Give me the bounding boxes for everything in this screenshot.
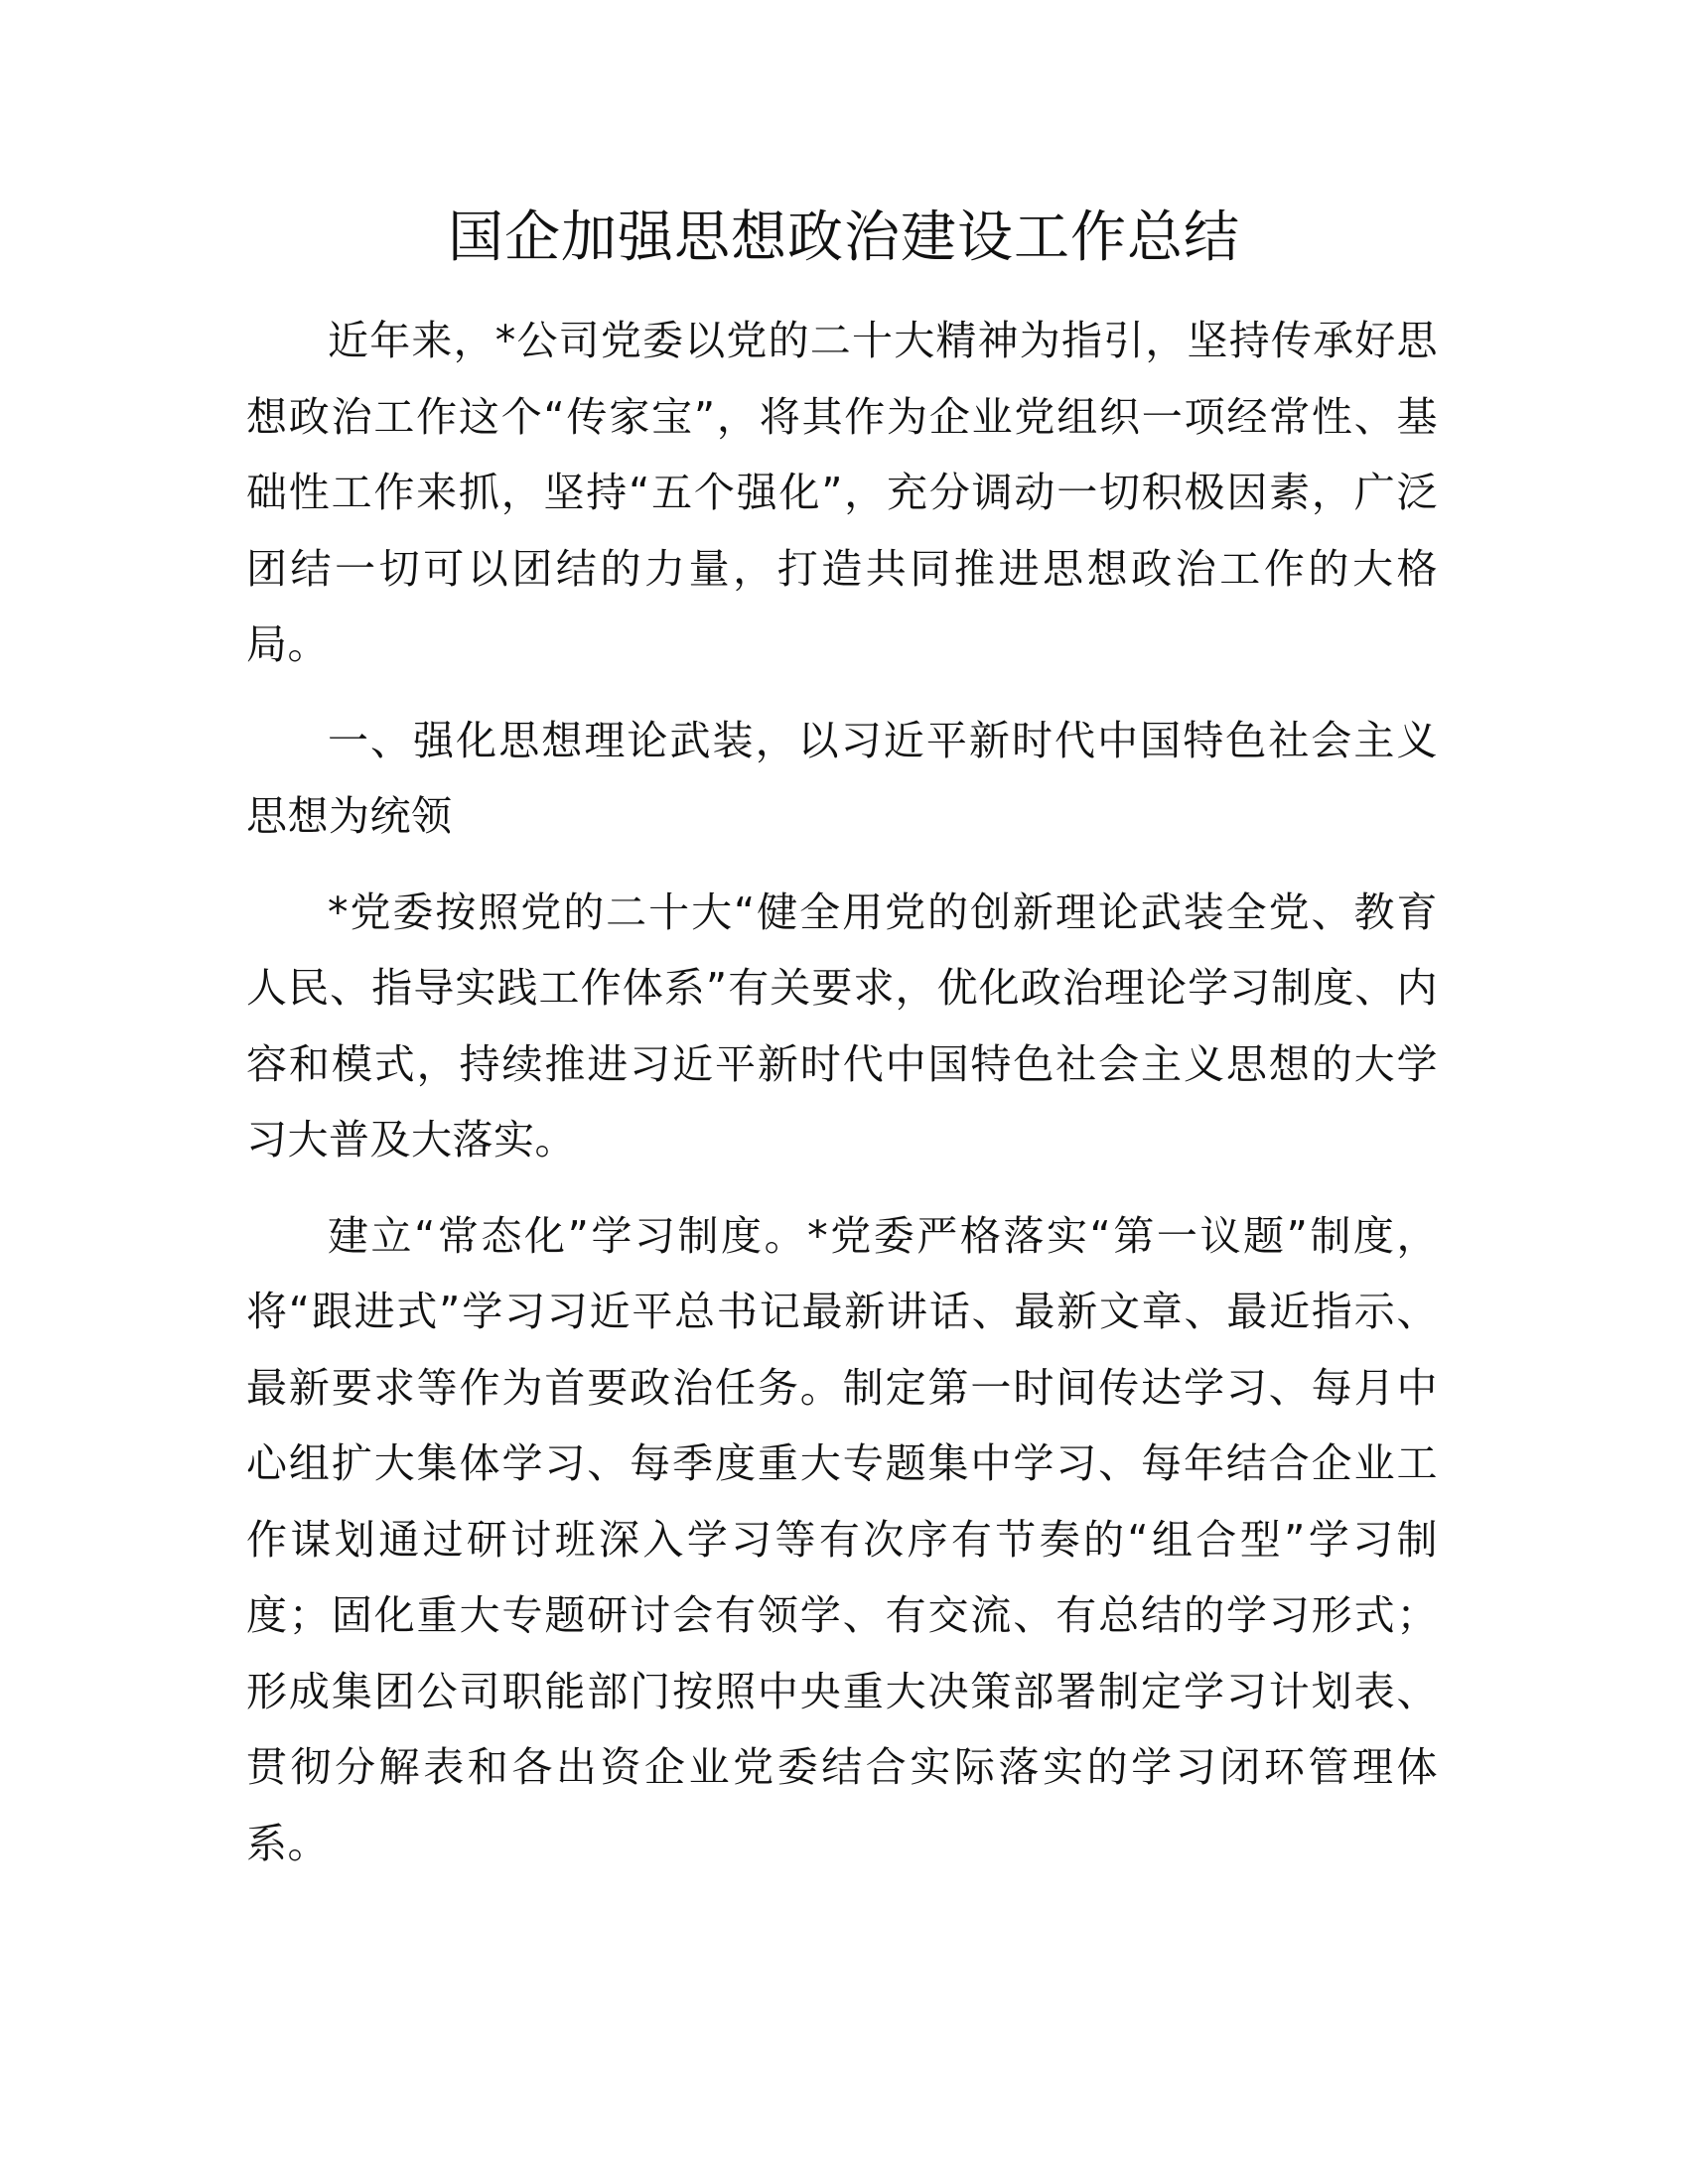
study-system-paragraph: 建立“常态化”学习制度。*党委严格落实“第一议题”制度，将“跟进式”学习习近平总书记最新讲话、最新文章、最近指示、最新要求等作为首要政治任务。制定第一时间传达学习、每月中心组扩大集体学习、每季度重大专题集中学习、每年结合企业工作谋划通过研讨班深入学习等有次序有节奏的“组合型”学习制度；固化重大专题研讨会有领学、有交流、有总结的学习形式；形成集团公司职能部门按照中央重大决策部署制定学习计划表、贯彻分解表和各出资企业党委结合实际落实的学习闭环管理体系。 — [246, 1211, 1438, 1867]
section-1-paragraph: *党委按照党的二十大“健全用党的创新理论武装全党、教育人民、指导实践工作体系”有关要求，优化政治理论学习制度、内容和模式，持续推进习近平新时代中国特色社会主义思想的大学习大普及大落实。 — [246, 887, 1438, 1163]
intro-paragraph: 近年来，*公司党委以党的二十大精神为指引，坚持传承好思想政治工作这个“传家宝”，将其作为企业党组织一项经常性、基础性工作来抓，坚持“五个强化”，充分调动一切积极因素，广泛团结一切可以团结的力量，打造共同推进思想政治工作的大格局。 — [246, 317, 1438, 668]
document-body — [246, 303, 1438, 1901]
document-title: 国企加强思想政治建设工作总结 — [448, 205, 1240, 270]
section-heading-1: 一、强化思想理论武装，以习近平新时代中国特色社会主义思想为统领 — [246, 716, 1438, 840]
